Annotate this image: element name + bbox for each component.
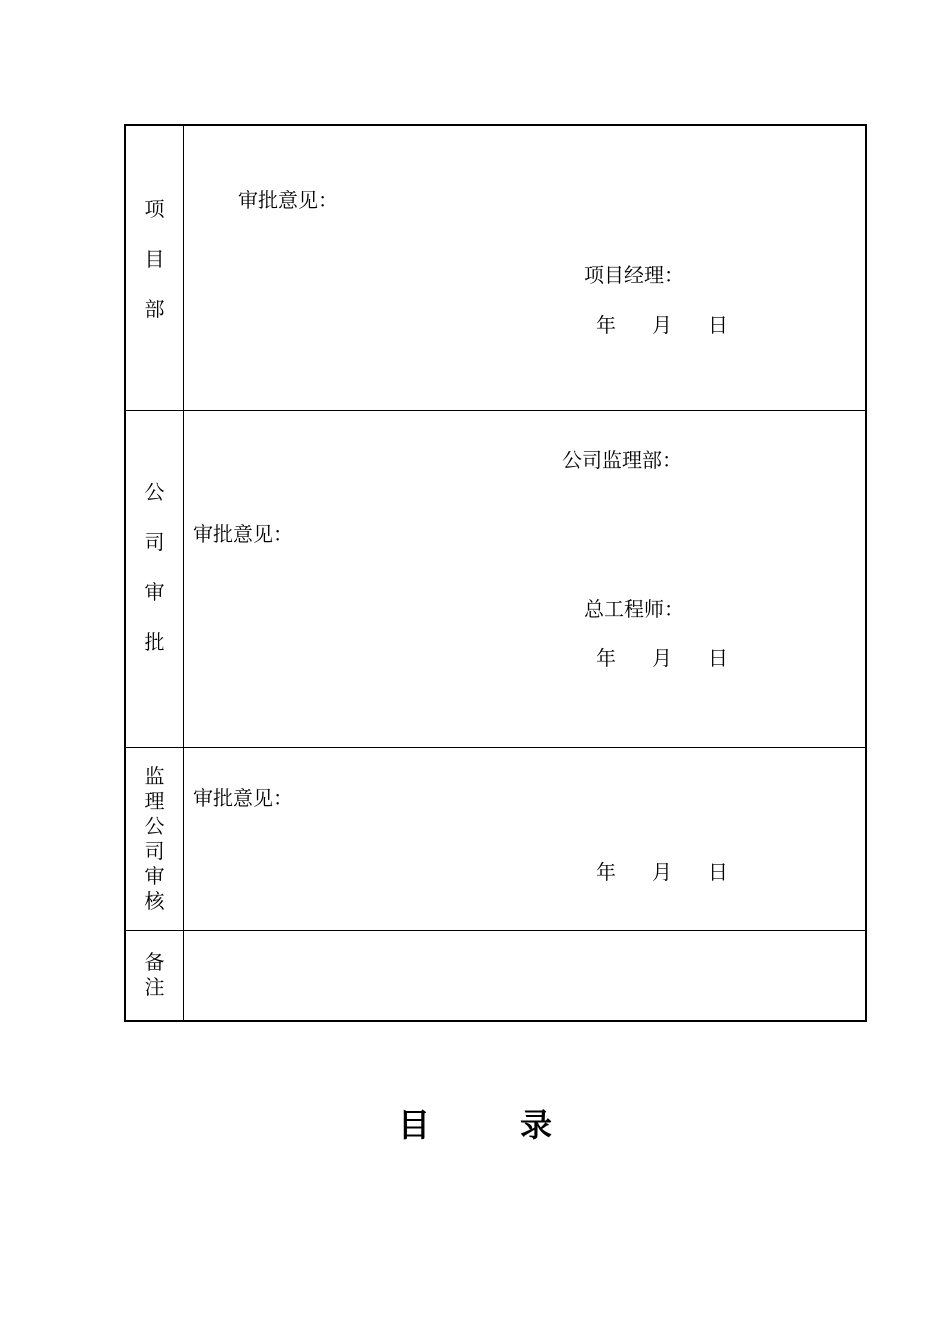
- supervision-review-opinion-label: 审批意见：: [193, 786, 293, 810]
- project-dept-approval-label: 审批意见：: [238, 188, 338, 212]
- company-supervision-dept-label: 公司监理部：: [562, 448, 682, 472]
- label-char: 司: [144, 530, 165, 554]
- project-dept-label: [126, 184, 183, 334]
- project-dept-date: [596, 309, 728, 338]
- label-char: 核: [144, 889, 165, 913]
- label-char: 监: [144, 764, 165, 788]
- company-approval-opinion-label: 审批意见：: [193, 522, 293, 546]
- label-char: 公: [144, 480, 165, 504]
- row-divider-1: [126, 410, 865, 411]
- date-month: 月: [652, 313, 672, 337]
- date-day: 日: [708, 313, 728, 337]
- date-day: 日: [708, 860, 728, 884]
- label-char: 批: [144, 630, 165, 654]
- date-year: 年: [596, 646, 616, 670]
- label-char: 目: [144, 247, 165, 271]
- label-char: 理: [144, 789, 165, 813]
- date-year: 年: [596, 860, 616, 884]
- title-char: 录: [520, 1106, 553, 1144]
- project-manager-label: 项目经理：: [584, 263, 684, 287]
- company-approval-date: [596, 642, 728, 671]
- label-char: 项: [144, 197, 165, 221]
- row-divider-3: [126, 930, 865, 931]
- supervision-review-label: [126, 764, 183, 914]
- label-char: 公: [144, 814, 165, 838]
- label-char: 备: [144, 950, 165, 974]
- date-year: 年: [596, 313, 616, 337]
- label-char: 司: [144, 839, 165, 863]
- company-approval-label: [126, 467, 183, 667]
- label-column-divider: [183, 126, 184, 1020]
- chief-engineer-label: 总工程师：: [584, 597, 684, 621]
- date-month: 月: [652, 646, 672, 670]
- label-char: 部: [144, 297, 165, 321]
- label-char: 审: [144, 580, 165, 604]
- label-char: 注: [144, 975, 165, 999]
- date-month: 月: [652, 860, 672, 884]
- title-char: 目: [397, 1106, 430, 1144]
- approval-form-table: [124, 124, 867, 1022]
- label-char: 审: [144, 864, 165, 888]
- table-of-contents-title: [0, 1100, 950, 1146]
- remarks-label: [126, 950, 183, 1000]
- date-day: 日: [708, 646, 728, 670]
- supervision-review-date: [596, 856, 728, 885]
- row-divider-2: [126, 747, 865, 748]
